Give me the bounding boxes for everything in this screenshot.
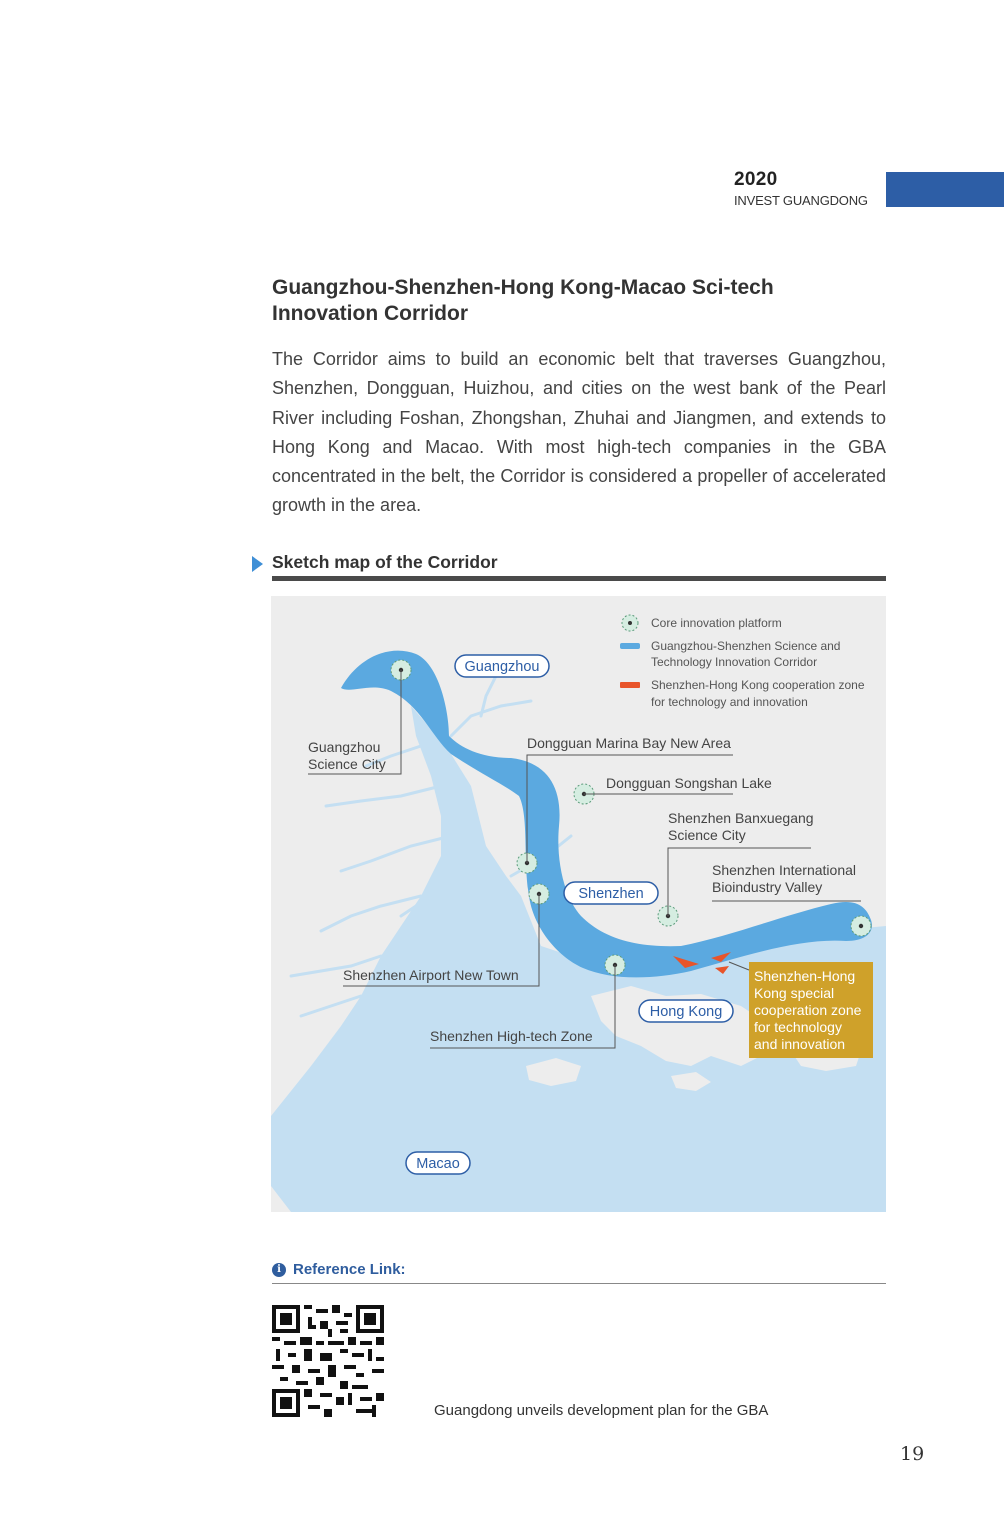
reference-caption: Guangdong unveils development plan for the GBA [434, 1402, 769, 1419]
header-year: 2020 [734, 169, 778, 190]
label-dongguan-songshan: Dongguan Songshan Lake [606, 775, 772, 791]
section-triangle-icon [252, 556, 263, 572]
header-accent-bar [886, 172, 1004, 207]
callout-line-2: Kong special [754, 985, 835, 1001]
legend-corridor-l1: Guangzhou-Shenzhen Science and [651, 639, 841, 653]
label-gz-science-city-l1: Guangzhou [308, 739, 381, 755]
reference-rule [272, 1283, 886, 1284]
city-guangzhou-label: Guangzhou [464, 659, 540, 675]
page-number: 19 [900, 1443, 925, 1465]
city-macao [406, 1152, 470, 1174]
city-macao-label: Macao [416, 1156, 460, 1172]
callout-line-5: and innovation [754, 1036, 846, 1052]
label-sz-airport: Shenzhen Airport New Town [343, 967, 519, 983]
label-sz-bio-l2: Bioindustry Valley [712, 879, 823, 895]
label-sz-banxuegang-l1: Shenzhen Banxuegang [668, 810, 814, 826]
legend-coop-l2: for technology and innovation [651, 695, 808, 709]
callout-line-4: for technology [754, 1019, 842, 1035]
qr-code[interactable] [272, 1305, 384, 1417]
city-hongkong [639, 1000, 733, 1022]
city-shenzhen-label: Shenzhen [578, 886, 644, 902]
article-title [272, 275, 892, 327]
article-title-line2: Innovation Corridor [272, 302, 468, 325]
label-sz-bio-l1: Shenzhen International [712, 862, 856, 878]
callout-line-1: Shenzhen-Hong [754, 968, 856, 984]
platform-dot-bioindustry [851, 916, 871, 936]
legend-corridor-swatch [620, 643, 640, 649]
header-subtitle: INVEST GUANGDONG [734, 193, 868, 208]
label-sz-hightech: Shenzhen High-tech Zone [430, 1028, 593, 1044]
legend-core-icon [622, 615, 638, 631]
city-hongkong-label: Hong Kong [649, 1004, 723, 1020]
city-guangzhou [455, 655, 549, 677]
legend-coop-swatch [620, 682, 640, 688]
info-icon: i [272, 1263, 286, 1277]
legend-coop-l1: Shenzhen-Hong Kong cooperation zone [651, 678, 865, 692]
section-title: Sketch map of the Corridor [272, 552, 498, 572]
legend-corridor-l2: Technology Innovation Corridor [651, 655, 818, 669]
section-rule [272, 576, 886, 581]
label-gz-science-city-l2: Science City [308, 756, 386, 772]
label-dongguan-marina: Dongguan Marina Bay New Area [527, 735, 731, 751]
callout-line-3: cooperation zone [754, 1002, 862, 1018]
article-title-line1: Guangzhou-Shenzhen-Hong Kong-Macao Sci-tech [272, 276, 774, 299]
coop-zone-callout [729, 962, 873, 1058]
reference-title: Reference Link: [293, 1261, 406, 1278]
corridor-map [271, 596, 886, 1212]
label-sz-banxuegang-l2: Science City [668, 827, 746, 843]
city-shenzhen [564, 882, 658, 904]
legend-core-label: Core innovation platform [651, 616, 782, 630]
article-body: The Corridor aims to build an economic belt that traverses Guangzhou, Shenzhen, Dongguan, Huizhou, and cities on the west bank of the Pearl River including Foshan, Zhongshan, Zhuhai and Jiangmen, and extends to Hong Kong and Macao. With most high-tech companies in the GBA concentrated in the belt, the Corridor is considered a propeller of accelerated growth in the area. [272, 349, 886, 516]
